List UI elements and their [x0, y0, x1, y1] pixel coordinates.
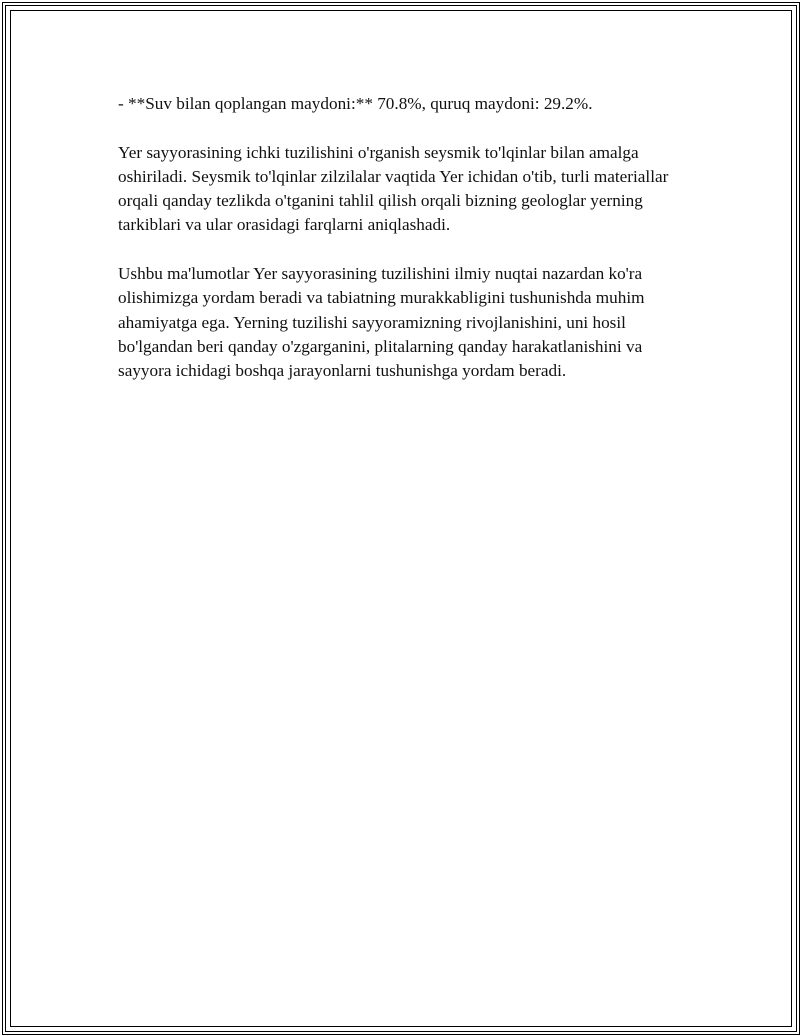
document-body — [118, 92, 698, 408]
paragraph-seismic-waves: Yer sayyorasining ichki tuzilishini o'rganish seysmik to'lqinlar bilan amalga oshiriladi. Seysmik to'lqinlar zilzilalar vaqtida Yer ichidan o'tib, turli materiallar orqali qanday tezlikda o'tganini tahlil qilish orqali bizning geologlar yerning tarkiblari va ular orasidagi farqlarni aniqlashadi. — [118, 142, 669, 235]
paragraph-water-coverage: - **Suv bilan qoplangan maydoni:** 70.8%, quruq maydoni: 29.2%. — [118, 94, 593, 113]
paragraph-earth-structure: Ushbu ma'lumotlar Yer sayyorasining tuzilishini ilmiy nuqtai nazardan ko'ra olishimizga yordam beradi va tabiatning murakkabligini tushunishda muhim ahamiyatga ega. Yerning tuzilishi sayyoramizning rivojlanishini, uni hosil bo'lgandan beri qanday o'zgarganini, plitalarning qanday harakatlanishini va sayyora ichidagi boshqa jarayonlarni tushunishga yordam beradi. — [118, 264, 645, 381]
